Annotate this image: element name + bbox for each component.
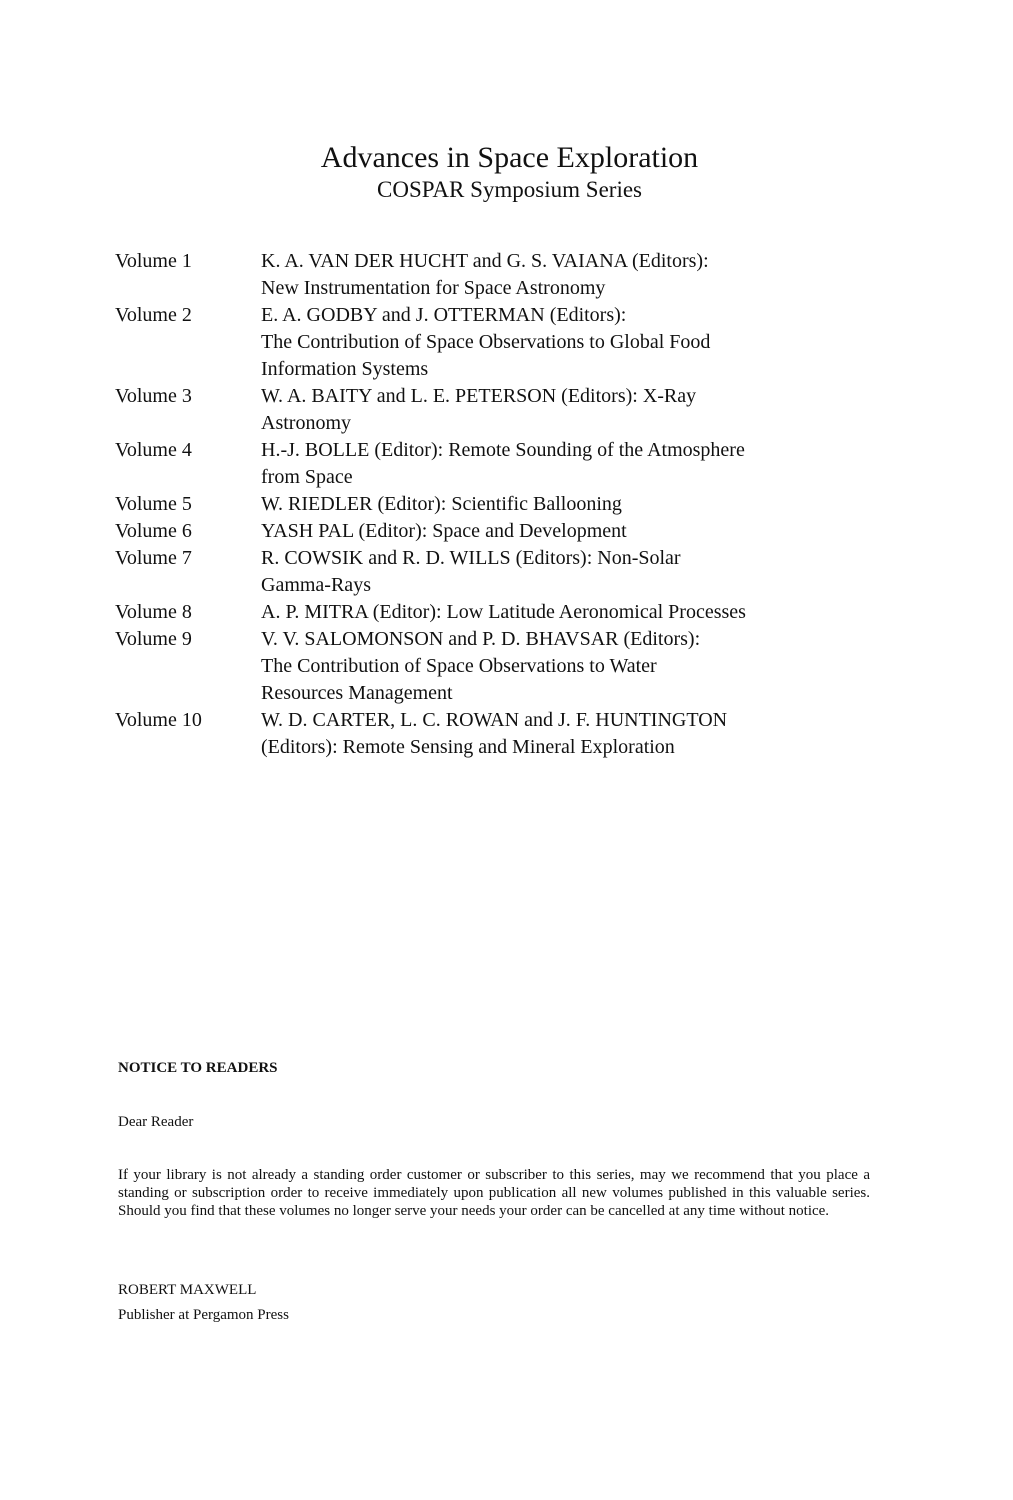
- volume-row: [115, 599, 855, 626]
- volume-description-line: R. COWSIK and R. D. WILLS (Editors): Non-Solar: [261, 547, 681, 569]
- volume-description: [261, 248, 855, 302]
- volume-row: [115, 437, 855, 491]
- volume-description-line: New Instrumentation for Space Astronomy: [261, 277, 606, 299]
- volume-description-line: H.-J. BOLLE (Editor): Remote Sounding of the Atmosphere: [261, 439, 745, 461]
- volume-row: [115, 491, 855, 518]
- volume-description-line: W. D. CARTER, L. C. ROWAN and J. F. HUNTINGTON: [261, 709, 728, 731]
- volume-label: Volume 4: [115, 439, 192, 461]
- volume-description-line: from Space: [261, 466, 353, 488]
- volume-label: Volume 10: [115, 709, 202, 731]
- volume-description-line: W. RIEDLER (Editor): Scientific Ballooning: [261, 493, 622, 515]
- volume-label: Volume 9: [115, 628, 192, 650]
- volume-description-line: W. A. BAITY and L. E. PETERSON (Editors): X-Ray: [261, 385, 697, 407]
- volume-description-line: (Editors): Remote Sensing and Mineral Exploration: [261, 736, 675, 758]
- volume-description-line: Information Systems: [261, 358, 429, 380]
- volume-label: Volume 1: [115, 250, 192, 272]
- notice-greeting: Dear Reader: [118, 1114, 194, 1130]
- volume-label: Volume 2: [115, 304, 192, 326]
- notice-role: Publisher at Pergamon Press: [118, 1307, 289, 1323]
- volume-label: Volume 3: [115, 385, 192, 407]
- volume-label: Volume 5: [115, 493, 192, 515]
- volume-description-line: E. A. GODBY and J. OTTERMAN (Editors):: [261, 304, 627, 326]
- volume-description: [261, 626, 855, 707]
- volume-description-line: V. V. SALOMONSON and P. D. BHAVSAR (Editors):: [261, 628, 701, 650]
- volume-row: [115, 383, 855, 437]
- volume-description: [261, 302, 855, 383]
- volume-row: [115, 626, 855, 707]
- volume-description-line: Resources Management: [261, 682, 453, 704]
- volume-description-line: K. A. VAN DER HUCHT and G. S. VAIANA (Editors):: [261, 250, 709, 272]
- volume-description-line: Astronomy: [261, 412, 351, 434]
- volume-description-line: A. P. MITRA (Editor): Low Latitude Aeronomical Processes: [261, 601, 746, 623]
- volume-row: [115, 707, 855, 761]
- volume-description-line: The Contribution of Space Observations to Water: [261, 655, 657, 677]
- volume-description: [261, 437, 855, 491]
- volume-description: [261, 707, 855, 761]
- volume-description-line: Gamma-Rays: [261, 574, 371, 596]
- notice-signature: ROBERT MAXWELL: [118, 1282, 257, 1298]
- notice-heading: NOTICE TO READERS: [118, 1060, 278, 1076]
- volume-row: [115, 302, 855, 383]
- volume-list: [115, 248, 855, 761]
- volume-description-line: YASH PAL (Editor): Space and Development: [261, 520, 627, 542]
- volume-label: Volume 8: [115, 601, 192, 623]
- volume-description-line: The Contribution of Space Observations to Global Food: [261, 331, 711, 353]
- volume-row: [115, 518, 855, 545]
- volume-description: [261, 599, 855, 626]
- volume-label: Volume 7: [115, 547, 192, 569]
- page-subtitle: COSPAR Symposium Series: [377, 177, 642, 202]
- volume-label: Volume 6: [115, 520, 192, 542]
- volume-description: [261, 545, 855, 599]
- volume-description: [261, 491, 855, 518]
- volume-description: [261, 383, 855, 437]
- notice-body: If your library is not already a standing order customer or subscriber to this series, may we recommend that you place a standing or subscription order to receive immediately upon publication all new volumes published in this valuable series. Should you find that these volumes no longer serve your needs your order can be cancelled at any time without notice.: [118, 1167, 870, 1219]
- volume-row: [115, 545, 855, 599]
- volume-description: [261, 518, 855, 545]
- page-title: Advances in Space Exploration: [320, 141, 699, 174]
- volume-row: [115, 248, 855, 302]
